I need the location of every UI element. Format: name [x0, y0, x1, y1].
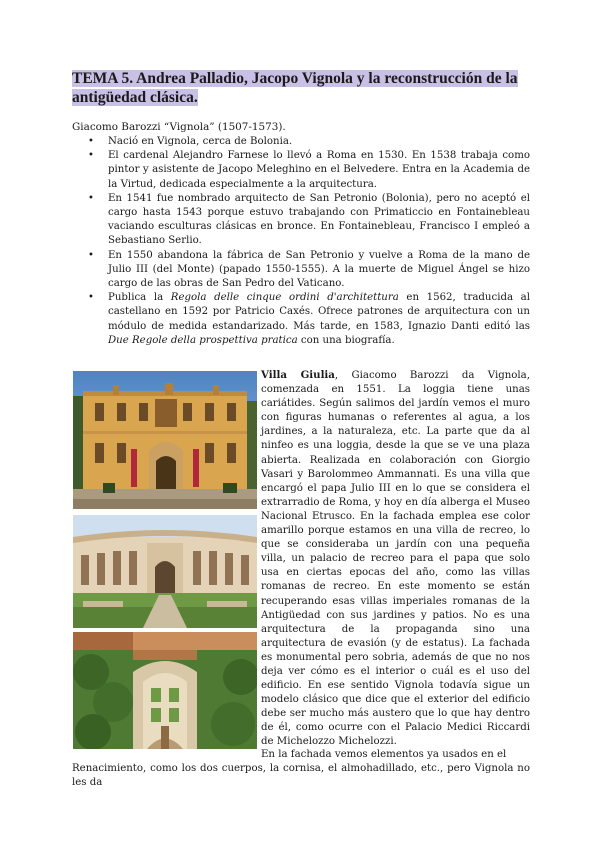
villa-giulia-text: Villa Giulia, Giacomo Barozzi da Vignola, comenzada en 1551. La loggia tiene unas cariátides. Según salimos del jardín vemos el muro con figuras humanas o referentes al agua, a los jardines, a la naturaleza, etc. La parte que da al ninfeo es una loggia, desde la que se ve una plaza abierta. Realizada en colaboración con Giorgio Vasari y Barolommeo Ammannati. Es una villa que encargó el papa Julio III en lo que se considera el extrarradio de Roma, y hoy en día alberga el Museo Nacional Etrusco. En la fachada emplea ese color amarillo porque estamos en una villa de recreo, lo que se consideraba un jardín con una pequeña villa, un palacio de recreo para el papa que solo usa en ciertas epocas del año, como las villas romanas de recreo. En este momento se están recuperando esas villas imperiales romanas de la Antigüedad con sus jardines y patios. No es una arquitectura de la propaganda sino una arquitectura de evasión (y de estatus). La fachada es monumental pero sobria, además de que no nos deja ver cómo es el interior o cuál es el uso del edificio. En ese sentido Vignola todavía sigue un modelo clásico que dice que el exterior del edificio debe ser mucho más austero que lo que hay dentro de él, como ocurre con el Palacio Medici Riccardi de Michelozzo Michelozzi.	[261, 369, 530, 748]
list-item: • En 1550 abandona la fábrica de San Petronio y vuelve a Roma de la mano de Julio III (del Monte) (papado 1550-1555). A la muerte de Miguel Ángel se hizo cargo de las obras de San Pedro del Vaticano.	[72, 249, 530, 292]
list-item: • En 1541 fue nombrado arquitecto de San Petronio (Bolonia), pero no aceptó el cargo hasta 1543 porque estuvo trabajando con Primaticcio en Fontainebleau vaciando esculturas clásicas en bronce. En Fontainebleau, Francisco I empleó a Sebastiano Serlio.	[72, 192, 530, 249]
villa-facade-photo	[73, 371, 257, 509]
intro-line: Giacomo Barozzi “Vignola” (1507-1573).	[72, 121, 286, 133]
aerial-nymphaeum-photo	[73, 632, 257, 749]
courtyard-photo	[73, 515, 257, 628]
biography-list	[72, 135, 530, 348]
list-item: • Publica la Regola delle cinque ordini d'architettura en 1562, traducida al castellano en 1592 por Patricio Caxés. Ofrece patrones de arquitectura con un módulo de medida estandarizado. Más tarde, en 1583, Ignazio Danti editó las Due Regole della prospettiva pratica con una biografía.	[72, 291, 530, 348]
book-title: Due Regole della prospettiva pratica	[108, 334, 298, 346]
book-title: Regola delle cinque ordini d'architettura	[170, 292, 399, 304]
continued-text: En la fachada vemos elementos ya usados en el Renacimiento, como los dos cuerpos, la cornisa, el almohadillado, etc., pero Vignola no les da	[72, 749, 530, 789]
villa-heading: Villa Giulia	[261, 369, 335, 381]
page-title: TEMA 5. Andrea Palladio, Jacopo Vignola y la reconstrucción de la antigüedad clásica.	[72, 70, 518, 106]
list-item: • El cardenal Alejandro Farnese lo llevó a Roma en 1530. En 1538 trabaja como pintor y asistente de Jacopo Meleghino en el Belvedere. Entra en la Academia de la Virtud, dedicada especialmente a la arquitectura.	[72, 149, 530, 192]
list-item: • Nació en Vignola, cerca de Bolonia.	[72, 135, 530, 149]
